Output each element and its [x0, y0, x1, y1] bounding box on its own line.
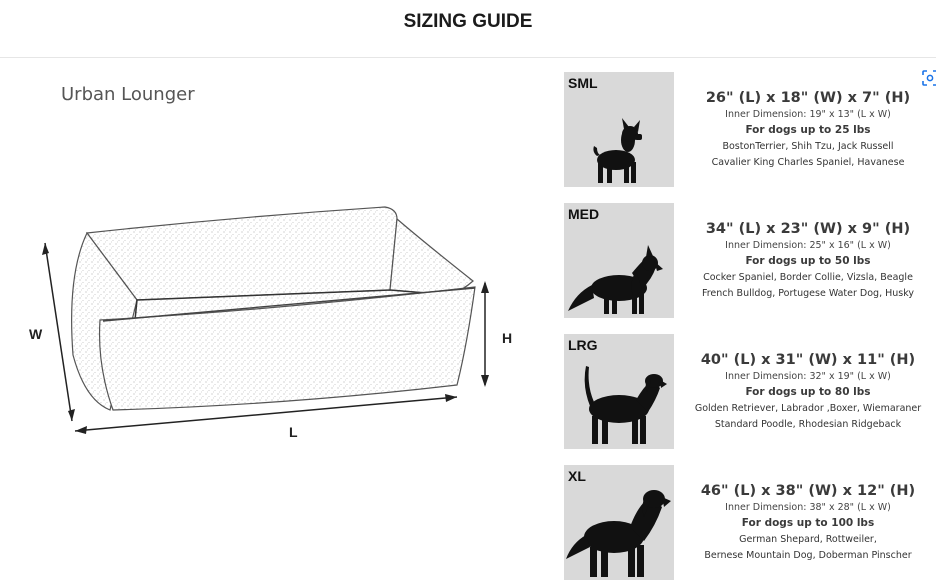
size-code: MED: [568, 206, 600, 222]
collie-dog-icon: [564, 203, 674, 318]
weight-limit: For dogs up to 25 lbs: [745, 124, 871, 136]
size-card-lrg: [564, 334, 674, 449]
product-name: Urban Lounger: [61, 84, 195, 105]
size-dimensions: 34" (L) x 23" (W) x 9" (H): [705, 221, 911, 237]
breed-line: Bernese Mountain Dog, Doberman Pinscher: [704, 550, 912, 561]
inner-dimension: Inner Dimension: 38" x 28" (L x W): [725, 502, 891, 513]
page-title: SIZING GUIDE: [403, 11, 533, 32]
size-info-lrg: [680, 351, 936, 433]
size-info-med: [680, 220, 936, 302]
size-dimensions: 46" (L) x 38" (W) x 12" (H): [700, 483, 916, 499]
length-label: L: [289, 424, 298, 440]
size-code: SML: [568, 75, 598, 91]
weight-limit: For dogs up to 50 lbs: [745, 255, 871, 267]
breed-line: BostonTerrier, Shih Tzu, Jack Russell: [722, 141, 894, 152]
size-card-med: [564, 203, 674, 318]
bed-diagram: [25, 195, 525, 450]
visual-search-icon[interactable]: [922, 70, 936, 86]
size-dimensions: 26" (L) x 18" (W) x 7" (H): [705, 90, 911, 106]
breed-line: Cocker Spaniel, Border Collie, Vizsla, Beagle: [703, 272, 913, 283]
inner-dimension: Inner Dimension: 32" x 19" (L x W): [725, 371, 891, 382]
weight-limit: For dogs up to 100 lbs: [741, 517, 875, 529]
size-card-xl: [564, 465, 674, 580]
size-code: LRG: [568, 337, 598, 353]
weight-limit: For dogs up to 80 lbs: [745, 386, 871, 398]
breed-line: Standard Poodle, Rhodesian Ridgeback: [714, 419, 902, 430]
bed-illustration: [72, 207, 475, 410]
inner-dimension: Inner Dimension: 25" x 16" (L x W): [725, 240, 891, 251]
height-arrow: [481, 281, 489, 387]
breed-line: German Shepard, Rottweiler,: [739, 534, 877, 545]
size-card-sml: [564, 72, 674, 187]
small-dog-icon: [564, 72, 674, 187]
size-dimensions: 40" (L) x 31" (W) x 11" (H): [700, 352, 916, 368]
golden-retriever-icon: [564, 465, 674, 580]
width-arrow: [42, 243, 75, 421]
breed-line: Golden Retriever, Labrador ,Boxer, Wiemaraner: [694, 403, 922, 414]
height-label: H: [502, 330, 513, 346]
breed-line: French Bulldog, Portugese Water Dog, Husky: [701, 288, 915, 299]
size-code: XL: [568, 468, 586, 484]
width-label: W: [29, 326, 43, 342]
labrador-dog-icon: [564, 334, 674, 449]
size-info-xl: [680, 482, 936, 564]
size-info-sml: [680, 89, 936, 171]
inner-dimension: Inner Dimension: 19" x 13" (L x W): [725, 109, 891, 120]
breed-line: Cavalier King Charles Spaniel, Havanese: [711, 157, 905, 168]
page-header: [0, 0, 936, 58]
